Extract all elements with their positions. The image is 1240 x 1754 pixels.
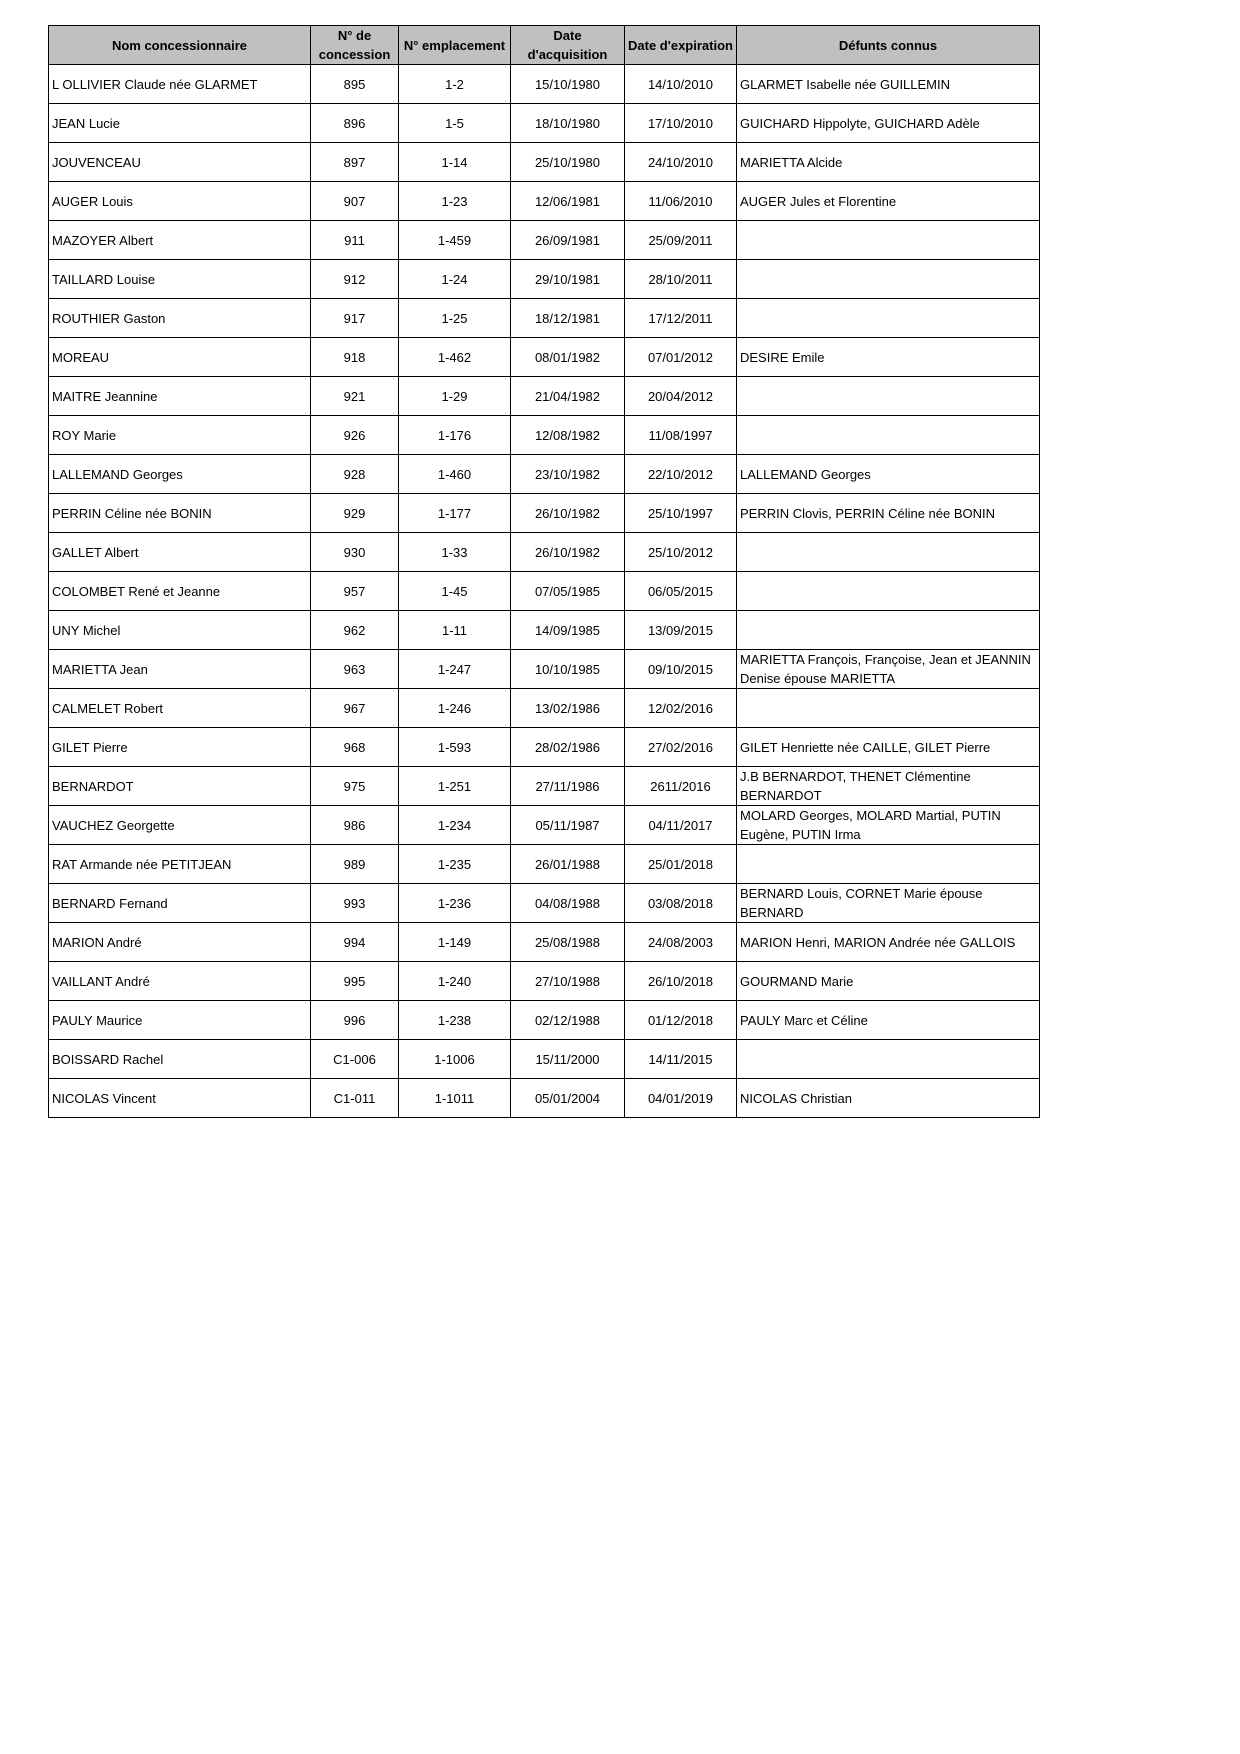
cell-nom-concessionnaire: VAUCHEZ Georgette <box>49 806 311 845</box>
cell-defunts-connus: AUGER Jules et Florentine <box>737 182 1040 221</box>
cell-date-expiration: 04/01/2019 <box>625 1079 737 1118</box>
table-row <box>49 923 1040 962</box>
cell-numero-concession: 967 <box>311 689 399 728</box>
cell-date-acquisition: 26/09/1981 <box>511 221 625 260</box>
cell-numero-concession: 975 <box>311 767 399 806</box>
cell-defunts-connus <box>737 845 1040 884</box>
cell-numero-emplacement: 1-240 <box>399 962 511 1001</box>
cell-nom-concessionnaire: AUGER Louis <box>49 182 311 221</box>
cell-date-acquisition: 08/01/1982 <box>511 338 625 377</box>
cell-date-acquisition: 25/08/1988 <box>511 923 625 962</box>
cell-numero-concession: 994 <box>311 923 399 962</box>
cell-numero-emplacement: 1-1006 <box>399 1040 511 1079</box>
cell-numero-emplacement: 1-234 <box>399 806 511 845</box>
cell-numero-emplacement: 1-177 <box>399 494 511 533</box>
cell-numero-emplacement: 1-5 <box>399 104 511 143</box>
table-row <box>49 572 1040 611</box>
cell-defunts-connus: GUICHARD Hippolyte, GUICHARD Adèle <box>737 104 1040 143</box>
cell-numero-emplacement: 1-236 <box>399 884 511 923</box>
cell-numero-concession: 957 <box>311 572 399 611</box>
header-nom-concessionnaire: Nom concessionnaire <box>49 26 311 65</box>
cell-date-acquisition: 04/08/1988 <box>511 884 625 923</box>
cell-defunts-connus: MARIETTA Alcide <box>737 143 1040 182</box>
table-row <box>49 260 1040 299</box>
cell-numero-emplacement: 1-45 <box>399 572 511 611</box>
cell-numero-concession: 921 <box>311 377 399 416</box>
cell-defunts-connus <box>737 221 1040 260</box>
cell-defunts-connus <box>737 299 1040 338</box>
cell-date-expiration: 13/09/2015 <box>625 611 737 650</box>
table-row <box>49 1001 1040 1040</box>
cell-numero-emplacement: 1-247 <box>399 650 511 689</box>
header-date-expiration: Date d'expiration <box>625 26 737 65</box>
table-row <box>49 611 1040 650</box>
cell-defunts-connus <box>737 611 1040 650</box>
cell-defunts-connus: DESIRE Emile <box>737 338 1040 377</box>
cell-numero-emplacement: 1-24 <box>399 260 511 299</box>
cell-numero-emplacement: 1-25 <box>399 299 511 338</box>
cell-date-acquisition: 07/05/1985 <box>511 572 625 611</box>
cell-date-expiration: 24/08/2003 <box>625 923 737 962</box>
cell-date-acquisition: 26/01/1988 <box>511 845 625 884</box>
cell-numero-emplacement: 1-14 <box>399 143 511 182</box>
cell-defunts-connus: BERNARD Louis, CORNET Marie épouse BERNARD <box>737 884 1040 923</box>
cell-date-expiration: 17/10/2010 <box>625 104 737 143</box>
cell-nom-concessionnaire: MAZOYER Albert <box>49 221 311 260</box>
cell-numero-emplacement: 1-176 <box>399 416 511 455</box>
cell-date-expiration: 26/10/2018 <box>625 962 737 1001</box>
table-row <box>49 845 1040 884</box>
cell-nom-concessionnaire: PERRIN Céline née BONIN <box>49 494 311 533</box>
cell-numero-concession: C1-006 <box>311 1040 399 1079</box>
cell-numero-emplacement: 1-246 <box>399 689 511 728</box>
table-row <box>49 494 1040 533</box>
cell-date-expiration: 09/10/2015 <box>625 650 737 689</box>
cell-nom-concessionnaire: JEAN Lucie <box>49 104 311 143</box>
cell-nom-concessionnaire: BERNARD Fernand <box>49 884 311 923</box>
cell-date-expiration: 14/11/2015 <box>625 1040 737 1079</box>
cell-date-expiration: 07/01/2012 <box>625 338 737 377</box>
cell-date-acquisition: 15/11/2000 <box>511 1040 625 1079</box>
cell-numero-concession: C1-011 <box>311 1079 399 1118</box>
table-row <box>49 65 1040 104</box>
cell-numero-emplacement: 1-251 <box>399 767 511 806</box>
cell-defunts-connus: GLARMET Isabelle née GUILLEMIN <box>737 65 1040 104</box>
cell-nom-concessionnaire: MARIETTA Jean <box>49 650 311 689</box>
cell-numero-emplacement: 1-1011 <box>399 1079 511 1118</box>
cell-numero-emplacement: 1-593 <box>399 728 511 767</box>
table-row <box>49 416 1040 455</box>
cell-numero-concession: 926 <box>311 416 399 455</box>
cell-date-expiration: 06/05/2015 <box>625 572 737 611</box>
cell-numero-emplacement: 1-149 <box>399 923 511 962</box>
table-row <box>49 182 1040 221</box>
cell-numero-concession: 895 <box>311 65 399 104</box>
table-row <box>49 104 1040 143</box>
cell-numero-concession: 930 <box>311 533 399 572</box>
cell-numero-concession: 897 <box>311 143 399 182</box>
cell-date-acquisition: 27/11/1986 <box>511 767 625 806</box>
cell-nom-concessionnaire: UNY Michel <box>49 611 311 650</box>
cell-defunts-connus <box>737 572 1040 611</box>
cell-numero-emplacement: 1-23 <box>399 182 511 221</box>
cell-date-acquisition: 26/10/1982 <box>511 533 625 572</box>
cell-date-expiration: 28/10/2011 <box>625 260 737 299</box>
cell-numero-emplacement: 1-462 <box>399 338 511 377</box>
cell-date-acquisition: 28/02/1986 <box>511 728 625 767</box>
cell-nom-concessionnaire: MAITRE Jeannine <box>49 377 311 416</box>
cell-date-expiration: 2611/2016 <box>625 767 737 806</box>
header-row <box>49 26 1040 65</box>
cell-date-expiration: 04/11/2017 <box>625 806 737 845</box>
cell-date-expiration: 14/10/2010 <box>625 65 737 104</box>
cell-nom-concessionnaire: JOUVENCEAU <box>49 143 311 182</box>
cell-defunts-connus <box>737 689 1040 728</box>
cell-numero-concession: 986 <box>311 806 399 845</box>
cell-defunts-connus <box>737 533 1040 572</box>
cell-date-expiration: 24/10/2010 <box>625 143 737 182</box>
cell-numero-emplacement: 1-2 <box>399 65 511 104</box>
cell-nom-concessionnaire: NICOLAS Vincent <box>49 1079 311 1118</box>
cell-date-expiration: 25/01/2018 <box>625 845 737 884</box>
cell-date-acquisition: 29/10/1981 <box>511 260 625 299</box>
cell-nom-concessionnaire: BERNARDOT <box>49 767 311 806</box>
table-row <box>49 533 1040 572</box>
cell-nom-concessionnaire: TAILLARD Louise <box>49 260 311 299</box>
cell-nom-concessionnaire: VAILLANT André <box>49 962 311 1001</box>
cell-defunts-connus <box>737 377 1040 416</box>
cell-defunts-connus: NICOLAS Christian <box>737 1079 1040 1118</box>
cell-numero-emplacement: 1-235 <box>399 845 511 884</box>
table-row <box>49 689 1040 728</box>
cell-numero-concession: 989 <box>311 845 399 884</box>
cell-date-acquisition: 27/10/1988 <box>511 962 625 1001</box>
cell-date-acquisition: 23/10/1982 <box>511 455 625 494</box>
cell-defunts-connus: MARIETTA François, Françoise, Jean et JEANNIN Denise épouse MARIETTA <box>737 650 1040 689</box>
cell-defunts-connus: PAULY Marc et Céline <box>737 1001 1040 1040</box>
table-row <box>49 728 1040 767</box>
cell-date-expiration: 03/08/2018 <box>625 884 737 923</box>
cell-date-acquisition: 14/09/1985 <box>511 611 625 650</box>
cell-defunts-connus: J.B BERNARDOT, THENET Clémentine BERNARDOT <box>737 767 1040 806</box>
cell-date-expiration: 12/02/2016 <box>625 689 737 728</box>
cell-date-acquisition: 05/01/2004 <box>511 1079 625 1118</box>
cell-numero-concession: 912 <box>311 260 399 299</box>
cell-defunts-connus: MOLARD Georges, MOLARD Martial, PUTIN Eugène, PUTIN Irma <box>737 806 1040 845</box>
cell-nom-concessionnaire: GALLET Albert <box>49 533 311 572</box>
table-row <box>49 884 1040 923</box>
table-row <box>49 455 1040 494</box>
cell-nom-concessionnaire: COLOMBET René et Jeanne <box>49 572 311 611</box>
cell-numero-concession: 929 <box>311 494 399 533</box>
table-row <box>49 1040 1040 1079</box>
cell-defunts-connus <box>737 260 1040 299</box>
cell-date-acquisition: 21/04/1982 <box>511 377 625 416</box>
cell-date-expiration: 17/12/2011 <box>625 299 737 338</box>
cell-numero-concession: 917 <box>311 299 399 338</box>
cell-date-acquisition: 18/12/1981 <box>511 299 625 338</box>
table-row <box>49 650 1040 689</box>
table-row <box>49 221 1040 260</box>
cell-defunts-connus: GILET Henriette née CAILLE, GILET Pierre <box>737 728 1040 767</box>
cell-numero-concession: 918 <box>311 338 399 377</box>
cell-numero-emplacement: 1-33 <box>399 533 511 572</box>
cell-nom-concessionnaire: ROY Marie <box>49 416 311 455</box>
cell-numero-concession: 928 <box>311 455 399 494</box>
cell-defunts-connus: PERRIN Clovis, PERRIN Céline née BONIN <box>737 494 1040 533</box>
header-defunts-connus: Défunts connus <box>737 26 1040 65</box>
cell-date-expiration: 25/09/2011 <box>625 221 737 260</box>
cell-date-acquisition: 25/10/1980 <box>511 143 625 182</box>
cell-nom-concessionnaire: PAULY Maurice <box>49 1001 311 1040</box>
cell-numero-concession: 993 <box>311 884 399 923</box>
table-row <box>49 806 1040 845</box>
cell-numero-concession: 911 <box>311 221 399 260</box>
cell-date-expiration: 25/10/1997 <box>625 494 737 533</box>
table-row <box>49 962 1040 1001</box>
cell-numero-concession: 962 <box>311 611 399 650</box>
concessions-sheet <box>48 25 1040 1118</box>
cell-numero-emplacement: 1-29 <box>399 377 511 416</box>
cell-date-acquisition: 15/10/1980 <box>511 65 625 104</box>
cell-nom-concessionnaire: ROUTHIER Gaston <box>49 299 311 338</box>
cell-nom-concessionnaire: L OLLIVIER Claude née GLARMET <box>49 65 311 104</box>
cell-date-acquisition: 12/06/1981 <box>511 182 625 221</box>
cell-defunts-connus: LALLEMAND Georges <box>737 455 1040 494</box>
cell-date-expiration: 22/10/2012 <box>625 455 737 494</box>
header-date-acquisition: Date d'acquisition <box>511 26 625 65</box>
cell-nom-concessionnaire: GILET Pierre <box>49 728 311 767</box>
cell-nom-concessionnaire: CALMELET Robert <box>49 689 311 728</box>
cell-date-acquisition: 18/10/1980 <box>511 104 625 143</box>
cell-date-expiration: 11/06/2010 <box>625 182 737 221</box>
table-row <box>49 377 1040 416</box>
header-numero-emplacement: N° emplacement <box>399 26 511 65</box>
cell-date-expiration: 11/08/1997 <box>625 416 737 455</box>
cell-numero-concession: 896 <box>311 104 399 143</box>
cell-numero-emplacement: 1-238 <box>399 1001 511 1040</box>
cell-numero-concession: 968 <box>311 728 399 767</box>
table-row <box>49 338 1040 377</box>
cell-date-expiration: 25/10/2012 <box>625 533 737 572</box>
header-numero-concession: N° de concession <box>311 26 399 65</box>
cell-date-expiration: 01/12/2018 <box>625 1001 737 1040</box>
cell-date-acquisition: 10/10/1985 <box>511 650 625 689</box>
cell-date-expiration: 20/04/2012 <box>625 377 737 416</box>
cell-numero-emplacement: 1-460 <box>399 455 511 494</box>
cell-nom-concessionnaire: LALLEMAND Georges <box>49 455 311 494</box>
cell-nom-concessionnaire: MOREAU <box>49 338 311 377</box>
table-row <box>49 767 1040 806</box>
table-row <box>49 1079 1040 1118</box>
cell-date-acquisition: 05/11/1987 <box>511 806 625 845</box>
cell-defunts-connus: MARION Henri, MARION Andrée née GALLOIS <box>737 923 1040 962</box>
table-row <box>49 143 1040 182</box>
cell-nom-concessionnaire: BOISSARD Rachel <box>49 1040 311 1079</box>
cell-defunts-connus: GOURMAND Marie <box>737 962 1040 1001</box>
cell-numero-emplacement: 1-459 <box>399 221 511 260</box>
cell-date-acquisition: 12/08/1982 <box>511 416 625 455</box>
cell-nom-concessionnaire: MARION André <box>49 923 311 962</box>
cell-defunts-connus <box>737 1040 1040 1079</box>
cell-numero-concession: 995 <box>311 962 399 1001</box>
cell-defunts-connus <box>737 416 1040 455</box>
concessions-table <box>48 25 1040 1118</box>
cell-numero-concession: 907 <box>311 182 399 221</box>
cell-date-acquisition: 02/12/1988 <box>511 1001 625 1040</box>
cell-numero-emplacement: 1-11 <box>399 611 511 650</box>
cell-date-acquisition: 26/10/1982 <box>511 494 625 533</box>
cell-numero-concession: 996 <box>311 1001 399 1040</box>
cell-date-expiration: 27/02/2016 <box>625 728 737 767</box>
table-body <box>49 65 1040 1118</box>
cell-date-acquisition: 13/02/1986 <box>511 689 625 728</box>
cell-nom-concessionnaire: RAT Armande née PETITJEAN <box>49 845 311 884</box>
cell-numero-concession: 963 <box>311 650 399 689</box>
table-row <box>49 299 1040 338</box>
